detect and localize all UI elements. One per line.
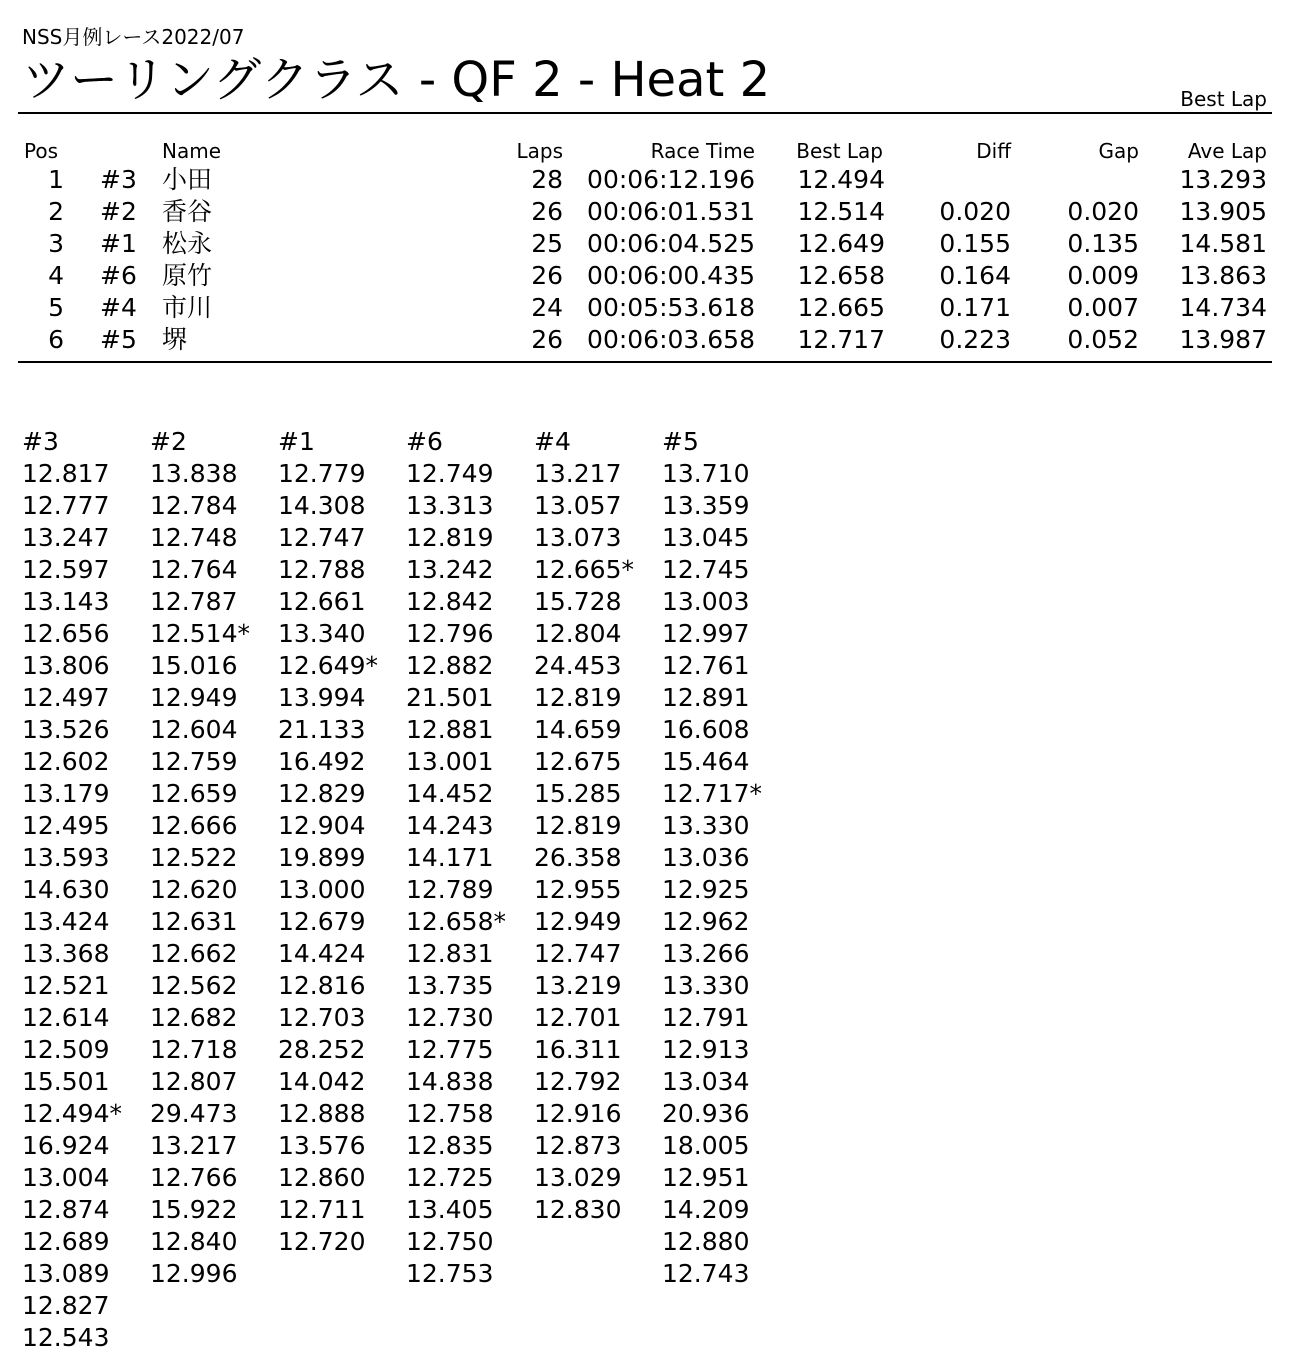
lap-time: 12.796 [406, 619, 494, 648]
result-driver-name: 小田 [162, 165, 213, 194]
result-row [0, 261, 1293, 293]
result-laps: 25 [531, 229, 563, 258]
lap-time: 16.608 [662, 715, 750, 744]
lap-time: 12.788 [278, 555, 366, 584]
result-row [0, 229, 1293, 261]
lap-time: 13.576 [278, 1131, 366, 1160]
lap-time: 16.311 [534, 1035, 622, 1064]
lap-time: 13.217 [150, 1131, 238, 1160]
lap-time: 12.745 [662, 555, 750, 584]
result-row [0, 165, 1293, 197]
lap-time: 12.562 [150, 971, 238, 1000]
lap-time: 13.368 [22, 939, 110, 968]
result-race-time: 00:06:01.531 [587, 197, 755, 226]
result-car-number: #6 [100, 261, 137, 290]
lap-time: 13.838 [150, 459, 238, 488]
lap-time: 12.916 [534, 1099, 622, 1128]
lap-time: 12.827 [22, 1291, 110, 1320]
lap-time: 26.358 [534, 843, 622, 872]
lap-time: 13.405 [406, 1195, 494, 1224]
result-race-time: 00:06:03.658 [587, 325, 755, 354]
lap-time: 13.806 [22, 651, 110, 680]
lap-column [534, 426, 662, 1226]
result-best-lap: 12.494 [797, 165, 885, 194]
lap-time: 19.899 [278, 843, 366, 872]
lap-time: 21.133 [278, 715, 366, 744]
lap-time: 13.242 [406, 555, 494, 584]
result-car-number: #3 [100, 165, 137, 194]
lap-time: 12.792 [534, 1067, 622, 1096]
lap-time: 12.787 [150, 587, 238, 616]
lap-time: 14.838 [406, 1067, 494, 1096]
lap-time: 12.658* [406, 907, 506, 936]
lap-time: 12.835 [406, 1131, 494, 1160]
result-ave-lap: 13.905 [1179, 197, 1267, 226]
lap-time: 14.209 [662, 1195, 750, 1224]
lap-time: 14.630 [22, 875, 110, 904]
lap-time: 12.665* [534, 555, 634, 584]
lap-time: 12.656 [22, 619, 110, 648]
header-race-time: Race Time [650, 139, 755, 163]
lap-time: 12.718 [150, 1035, 238, 1064]
lap-time: 12.949 [150, 683, 238, 712]
result-gap: 0.052 [1067, 325, 1139, 354]
lap-time: 12.666 [150, 811, 238, 840]
lap-time: 18.005 [662, 1131, 750, 1160]
lap-column-car-number: #3 [22, 427, 59, 456]
lap-time: 12.495 [22, 811, 110, 840]
lap-time: 12.817 [22, 459, 110, 488]
lap-time: 13.593 [22, 843, 110, 872]
lap-time: 12.830 [534, 1195, 622, 1224]
lap-time: 15.728 [534, 587, 622, 616]
lap-time: 28.252 [278, 1035, 366, 1064]
lap-time: 12.743 [662, 1259, 750, 1288]
lap-time: 12.831 [406, 939, 494, 968]
lap-time: 12.996 [150, 1259, 238, 1288]
lap-time: 12.514* [150, 619, 250, 648]
header-gap: Gap [1098, 139, 1139, 163]
lap-time: 12.750 [406, 1227, 494, 1256]
lap-time: 12.522 [150, 843, 238, 872]
lap-time: 12.748 [150, 523, 238, 552]
header-pos: Pos [24, 139, 59, 163]
lap-time: 14.659 [534, 715, 622, 744]
lap-time: 13.526 [22, 715, 110, 744]
lap-time: 12.521 [22, 971, 110, 1000]
header-diff: Diff [976, 139, 1011, 163]
lap-time: 24.453 [534, 651, 622, 680]
lap-time: 12.543 [22, 1323, 110, 1352]
lap-time: 29.473 [150, 1099, 238, 1128]
lap-time: 13.004 [22, 1163, 110, 1192]
lap-time: 15.016 [150, 651, 238, 680]
lap-column-car-number: #2 [150, 427, 187, 456]
lap-time: 12.725 [406, 1163, 494, 1192]
lap-time: 13.143 [22, 587, 110, 616]
lap-time: 12.682 [150, 1003, 238, 1032]
lap-time: 12.775 [406, 1035, 494, 1064]
lap-time: 13.266 [662, 939, 750, 968]
lap-time: 12.747 [534, 939, 622, 968]
lap-time: 16.924 [22, 1131, 110, 1160]
lap-time: 12.717* [662, 779, 762, 808]
lap-column-car-number: #5 [662, 427, 699, 456]
lap-time: 13.089 [22, 1259, 110, 1288]
lap-column [150, 426, 278, 1290]
result-best-lap: 12.658 [797, 261, 885, 290]
lap-time: 12.620 [150, 875, 238, 904]
lap-time: 12.804 [534, 619, 622, 648]
lap-time: 13.001 [406, 747, 494, 776]
lap-time: 12.842 [406, 587, 494, 616]
result-row [0, 325, 1293, 357]
lap-time: 12.759 [150, 747, 238, 776]
result-best-lap: 12.649 [797, 229, 885, 258]
result-diff: 0.155 [939, 229, 1011, 258]
result-ave-lap: 13.987 [1179, 325, 1267, 354]
result-pos: 6 [48, 325, 64, 354]
lap-time: 13.340 [278, 619, 366, 648]
lap-time: 13.735 [406, 971, 494, 1000]
lap-time: 13.313 [406, 491, 494, 520]
result-car-number: #1 [100, 229, 137, 258]
lap-time: 12.881 [406, 715, 494, 744]
lap-time: 12.925 [662, 875, 750, 904]
result-best-lap: 12.514 [797, 197, 885, 226]
lap-time: 13.247 [22, 523, 110, 552]
lap-time: 12.819 [534, 683, 622, 712]
lap-time: 12.882 [406, 651, 494, 680]
lap-time: 13.000 [278, 875, 366, 904]
lap-time: 12.649* [278, 651, 378, 680]
lap-time: 12.888 [278, 1099, 366, 1128]
header-ave-lap: Ave Lap [1187, 139, 1267, 163]
result-race-time: 00:06:04.525 [587, 229, 755, 258]
lap-time: 12.494* [22, 1099, 122, 1128]
result-car-number: #5 [100, 325, 137, 354]
lap-column-car-number: #6 [406, 427, 443, 456]
lap-time: 13.994 [278, 683, 366, 712]
lap-time: 12.891 [662, 683, 750, 712]
lap-time: 12.816 [278, 971, 366, 1000]
lap-column [662, 426, 790, 1290]
result-driver-name: 市川 [162, 293, 213, 322]
result-driver-name: 原竹 [162, 261, 213, 290]
lap-time: 14.308 [278, 491, 366, 520]
lap-time: 13.045 [662, 523, 750, 552]
result-gap: 0.007 [1067, 293, 1139, 322]
lap-time: 12.662 [150, 939, 238, 968]
lap-time: 12.951 [662, 1163, 750, 1192]
result-ave-lap: 14.734 [1179, 293, 1267, 322]
lap-column-car-number: #4 [534, 427, 571, 456]
lap-time: 12.829 [278, 779, 366, 808]
lap-time: 12.955 [534, 875, 622, 904]
result-pos: 3 [48, 229, 64, 258]
result-driver-name: 松永 [162, 229, 213, 258]
result-diff: 0.223 [939, 325, 1011, 354]
header-best-lap: Best Lap [796, 139, 883, 163]
result-race-time: 00:06:12.196 [587, 165, 755, 194]
lap-time: 14.171 [406, 843, 494, 872]
lap-time: 13.219 [534, 971, 622, 1000]
header-laps: Laps [516, 139, 563, 163]
lap-time: 13.710 [662, 459, 750, 488]
lap-time: 12.860 [278, 1163, 366, 1192]
lap-time: 20.936 [662, 1099, 750, 1128]
result-ave-lap: 14.581 [1179, 229, 1267, 258]
lap-time: 15.464 [662, 747, 750, 776]
lap-time: 13.217 [534, 459, 622, 488]
result-laps: 26 [531, 325, 563, 354]
lap-time: 13.330 [662, 971, 750, 1000]
lap-time: 12.779 [278, 459, 366, 488]
lap-time: 12.509 [22, 1035, 110, 1064]
top-rule [18, 112, 1272, 114]
bottom-rule [18, 361, 1272, 363]
lap-time: 12.880 [662, 1227, 750, 1256]
lap-time: 12.597 [22, 555, 110, 584]
lap-time: 12.962 [662, 907, 750, 936]
lap-time: 14.243 [406, 811, 494, 840]
result-pos: 5 [48, 293, 64, 322]
result-best-lap: 12.717 [797, 325, 885, 354]
report-subtitle: Best Lap [1180, 87, 1267, 111]
lap-time: 12.949 [534, 907, 622, 936]
lap-time: 13.424 [22, 907, 110, 936]
lap-time: 12.659 [150, 779, 238, 808]
result-laps: 26 [531, 261, 563, 290]
lap-time: 12.761 [662, 651, 750, 680]
result-laps: 28 [531, 165, 563, 194]
lap-time: 12.604 [150, 715, 238, 744]
lap-time: 13.179 [22, 779, 110, 808]
lap-time: 12.703 [278, 1003, 366, 1032]
lap-time: 12.789 [406, 875, 494, 904]
lap-time: 14.424 [278, 939, 366, 968]
lap-time: 21.501 [406, 683, 494, 712]
lap-time: 12.614 [22, 1003, 110, 1032]
result-pos: 2 [48, 197, 64, 226]
lap-time: 14.452 [406, 779, 494, 808]
result-driver-name: 堺 [162, 325, 188, 354]
lap-time: 12.819 [406, 523, 494, 552]
result-row [0, 293, 1293, 325]
result-pos: 4 [48, 261, 64, 290]
lap-time: 12.997 [662, 619, 750, 648]
result-row [0, 197, 1293, 229]
lap-time: 15.501 [22, 1067, 110, 1096]
event-name: NSS月例レース2022/07 [22, 25, 245, 49]
lap-time: 12.873 [534, 1131, 622, 1160]
lap-column [22, 426, 150, 1354]
result-ave-lap: 13.293 [1179, 165, 1267, 194]
lap-time: 12.874 [22, 1195, 110, 1224]
lap-time: 12.766 [150, 1163, 238, 1192]
result-car-number: #4 [100, 293, 137, 322]
result-diff: 0.171 [939, 293, 1011, 322]
header-name: Name [162, 139, 222, 163]
result-diff: 0.164 [939, 261, 1011, 290]
lap-time: 12.701 [534, 1003, 622, 1032]
result-driver-name: 香谷 [162, 197, 213, 226]
lap-time: 13.073 [534, 523, 622, 552]
lap-time: 12.720 [278, 1227, 366, 1256]
lap-time: 12.602 [22, 747, 110, 776]
result-ave-lap: 13.863 [1179, 261, 1267, 290]
lap-time: 12.631 [150, 907, 238, 936]
lap-time: 12.661 [278, 587, 366, 616]
lap-column [278, 426, 406, 1258]
lap-time: 12.689 [22, 1227, 110, 1256]
lap-column-car-number: #1 [278, 427, 315, 456]
lap-time: 12.764 [150, 555, 238, 584]
lap-time: 12.807 [150, 1067, 238, 1096]
lap-time: 12.777 [22, 491, 110, 520]
result-race-time: 00:05:53.618 [587, 293, 755, 322]
result-best-lap: 12.665 [797, 293, 885, 322]
result-laps: 26 [531, 197, 563, 226]
result-gap: 0.020 [1067, 197, 1139, 226]
result-laps: 24 [531, 293, 563, 322]
lap-time: 13.029 [534, 1163, 622, 1192]
lap-time: 13.330 [662, 811, 750, 840]
result-gap: 0.009 [1067, 261, 1139, 290]
lap-time: 12.913 [662, 1035, 750, 1064]
result-car-number: #2 [100, 197, 137, 226]
lap-time: 13.036 [662, 843, 750, 872]
lap-time: 12.497 [22, 683, 110, 712]
lap-column [406, 426, 534, 1290]
lap-time: 12.840 [150, 1227, 238, 1256]
result-pos: 1 [48, 165, 64, 194]
lap-time: 15.285 [534, 779, 622, 808]
lap-time: 12.747 [278, 523, 366, 552]
lap-time: 12.753 [406, 1259, 494, 1288]
lap-time: 12.675 [534, 747, 622, 776]
lap-time: 14.042 [278, 1067, 366, 1096]
page-title: ツーリングクラス - QF 2 - Heat 2 [22, 52, 771, 108]
lap-time: 13.057 [534, 491, 622, 520]
lap-time: 12.791 [662, 1003, 750, 1032]
lap-time: 12.758 [406, 1099, 494, 1128]
lap-time: 13.034 [662, 1067, 750, 1096]
lap-time: 12.711 [278, 1195, 366, 1224]
lap-time: 12.819 [534, 811, 622, 840]
lap-time: 12.730 [406, 1003, 494, 1032]
lap-time: 15.922 [150, 1195, 238, 1224]
result-gap: 0.135 [1067, 229, 1139, 258]
lap-time: 12.749 [406, 459, 494, 488]
lap-time: 13.003 [662, 587, 750, 616]
lap-time: 12.904 [278, 811, 366, 840]
lap-time: 12.679 [278, 907, 366, 936]
result-race-time: 00:06:00.435 [587, 261, 755, 290]
result-diff: 0.020 [939, 197, 1011, 226]
lap-time: 16.492 [278, 747, 366, 776]
lap-time: 12.784 [150, 491, 238, 520]
lap-time: 13.359 [662, 491, 750, 520]
